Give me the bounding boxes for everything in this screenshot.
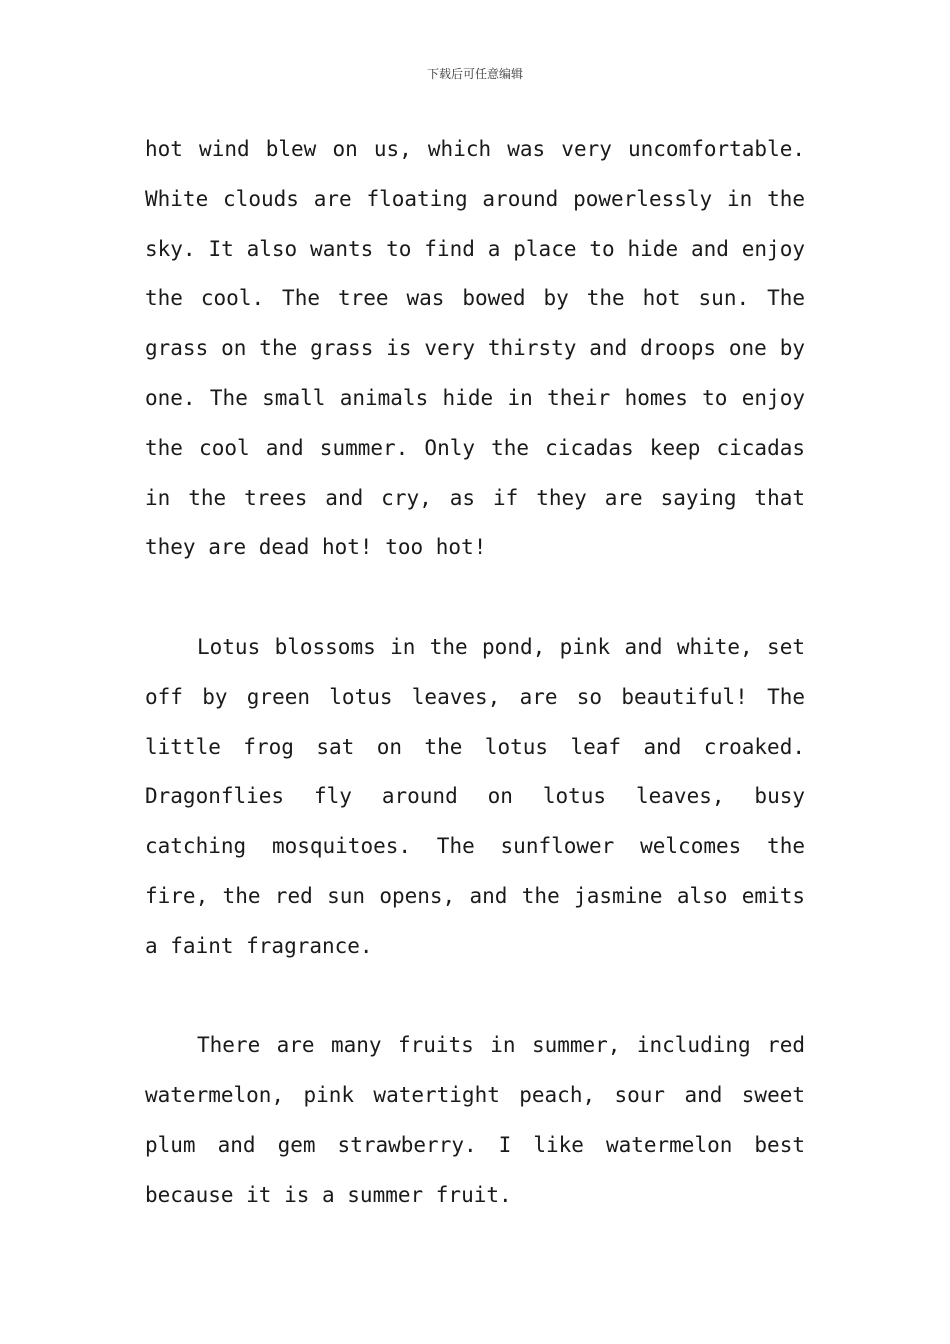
document-body (145, 125, 805, 1270)
paragraph-summer-heat: hot wind blew on us, which was very uncomfortable. White clouds are floating around powerlessly in the sky. It also wants to find a place to hide and enjoy the cool. The tree was bowed by the hot sun. The grass on the grass is very thirsty and droops one by one. The small animals hide in their homes to enjoy the cool and summer. Only the cicadas keep cicadas in the trees and cry, as if they are saying that they are dead hot! too hot! (145, 137, 805, 560)
paragraph-lotus-pond: Lotus blossoms in the pond, pink and white, set off by green lotus leaves, are so beautiful! The little frog sat on the lotus leaf and croaked. Dragonflies fly around on lotus leaves, busy catching mosquitoes. The sunflower welcomes the fire, the red sun opens, and the jasmine also emits a faint fragrance. (145, 634, 805, 958)
paragraph-summer-fruits: There are many fruits in summer, including red watermelon, pink watertight peach, sour and sweet plum and gem strawberry. I like watermelon best because it is a summer fruit. (145, 1033, 805, 1207)
page-header: 下载后可任意编辑 (426, 67, 523, 81)
